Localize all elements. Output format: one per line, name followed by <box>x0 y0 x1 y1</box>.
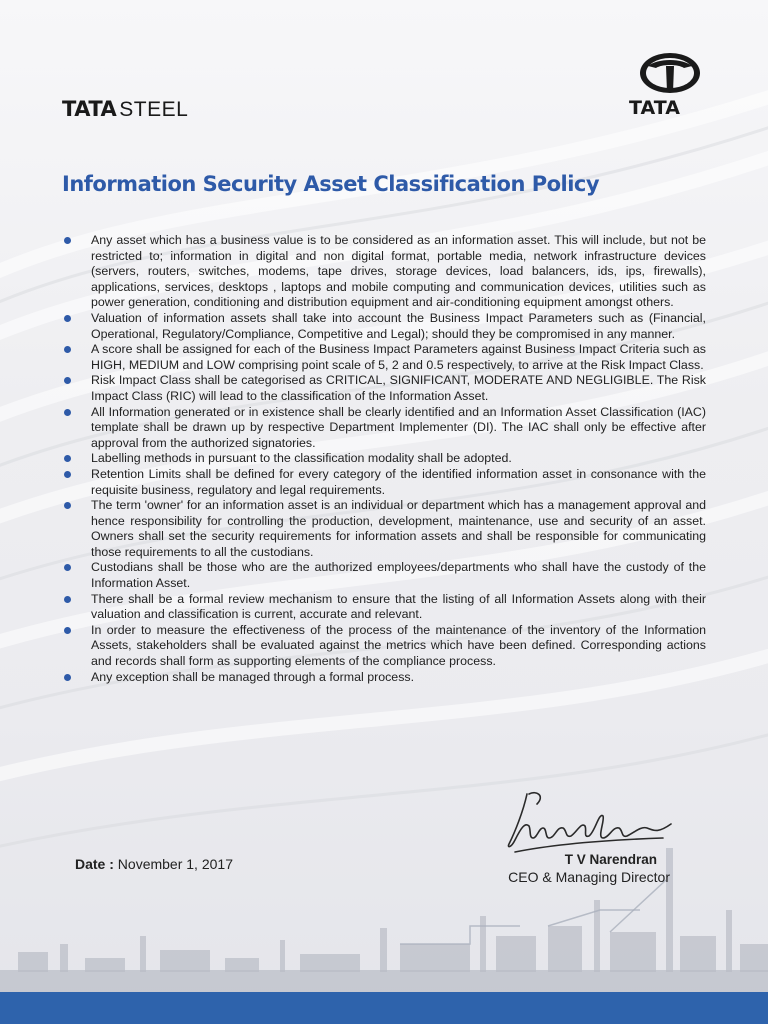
tata-steel-logo-steel: STEEL <box>119 98 189 121</box>
policy-item-text: There shall be a formal review mechanism to ensure that the listing of all Information Assets along with their valuation and classification is current, accurate and relevant. <box>91 591 706 622</box>
policy-item <box>62 467 706 498</box>
policy-item <box>62 311 706 342</box>
bullet-icon <box>64 674 71 681</box>
bullet-icon <box>64 377 71 384</box>
policy-item <box>62 451 706 467</box>
policy-item-text: Any asset which has a business value is to be considered as an information asset. This will include, but not be restricted to; information in digital and non digital format, portable media, network infrastructure devices (servers, routers, switches, modems, tape drives, storage devices, load balancers, ids, ips, firewalls), applications, services, desktops , laptops and mobile computing and communication devices, utilities such as power generation, conditioning and distribution equipment and air-conditioning equipment amongst others. <box>91 233 706 310</box>
bullet-icon <box>64 455 71 462</box>
policy-item <box>62 670 706 686</box>
policy-item-text: Valuation of information assets shall take into account the Business Impact Parameters such as (Financial, Operational, Regulatory/Compliance, Competitive and Legal); should they be compromised in any manner. <box>91 310 706 341</box>
bullet-icon <box>64 346 71 353</box>
policy-item-text: The term 'owner' for an information asset is an individual or department which has a management approval and hence responsibility for controlling the production, development, maintenance, use and security of an asset. Owners shall set the security requirements for information assets and shall be responsible for communicating those requirements to all the custodians. <box>91 498 706 559</box>
date-label: Date : <box>75 856 114 872</box>
policy-item <box>62 342 706 373</box>
footer-band <box>0 992 768 1024</box>
document-date <box>75 856 233 872</box>
bullet-icon <box>64 627 71 634</box>
policy-item <box>62 233 706 311</box>
bullet-icon <box>64 409 71 416</box>
tata-steel-logo <box>62 97 188 121</box>
policy-item-text: Any exception shall be managed through a formal process. <box>91 669 415 684</box>
policy-item <box>62 560 706 591</box>
signature-image <box>485 782 685 862</box>
policy-item <box>62 498 706 560</box>
policy-item-text: Labelling methods in pursuant to the classification modality shall be adopted. <box>91 451 512 466</box>
policy-item-text: Retention Limits shall be defined for every category of the identified information asset in consonance with the requisite business, regulatory and legal requirements. <box>91 466 706 497</box>
policy-item-text: All Information generated or in existence shall be clearly identified and an Information Asset Classification (IAC) template shall be drawn up by respective Department Implementer (DI). The IAC shall only be effective after approval from the authorized signatories. <box>91 404 706 450</box>
bullet-icon <box>64 471 71 478</box>
bullet-icon <box>64 564 71 571</box>
tata-steel-logo-tata: TATA <box>62 97 117 121</box>
signer-name: T V Narendran <box>564 852 657 867</box>
policy-list <box>62 233 706 685</box>
policy-item-text: In order to measure the effectiveness of the process of the maintenance of the inventory of the Information Assets, stakeholders shall be evaluated against the metrics which have been defined. Corresponding actions and records shall form as supporting elements of the compliance process. <box>91 622 706 669</box>
bullet-icon <box>64 315 71 322</box>
bullet-icon <box>64 237 71 244</box>
policy-item-text: Risk Impact Class shall be categorised as CRITICAL, SIGNIFICANT, MODERATE AND NEGLIGIBLE. The Risk Impact Class (RIC) will lead to the classification of the Information Asset. <box>91 373 706 403</box>
tata-group-logo <box>626 52 716 122</box>
policy-item <box>62 405 706 452</box>
tata-emblem-icon <box>638 52 702 94</box>
bullet-icon <box>64 502 71 509</box>
bullet-icon <box>64 596 71 603</box>
policy-item-text: A score shall be assigned for each of the Business Impact Parameters against Business Impact Criteria such as HIGH, MEDIUM and LOW comprising point scale of 5, 2 and 0.5 respectively, to arrive at the Risk Impact Class. <box>91 342 706 372</box>
policy-item <box>62 373 706 404</box>
policy-item <box>62 592 706 623</box>
policy-item-text: Custodians shall be those who are the authorized employees/departments who shall have the custody of the Information Asset. <box>91 560 706 591</box>
document-title: Information Security Asset Classification Policy <box>62 172 600 196</box>
signer-title: CEO & Managing Director <box>508 869 670 885</box>
policy-item <box>62 623 706 670</box>
tata-group-logo-wordmark: TATA <box>629 97 680 119</box>
date-value: November 1, 2017 <box>117 856 233 872</box>
